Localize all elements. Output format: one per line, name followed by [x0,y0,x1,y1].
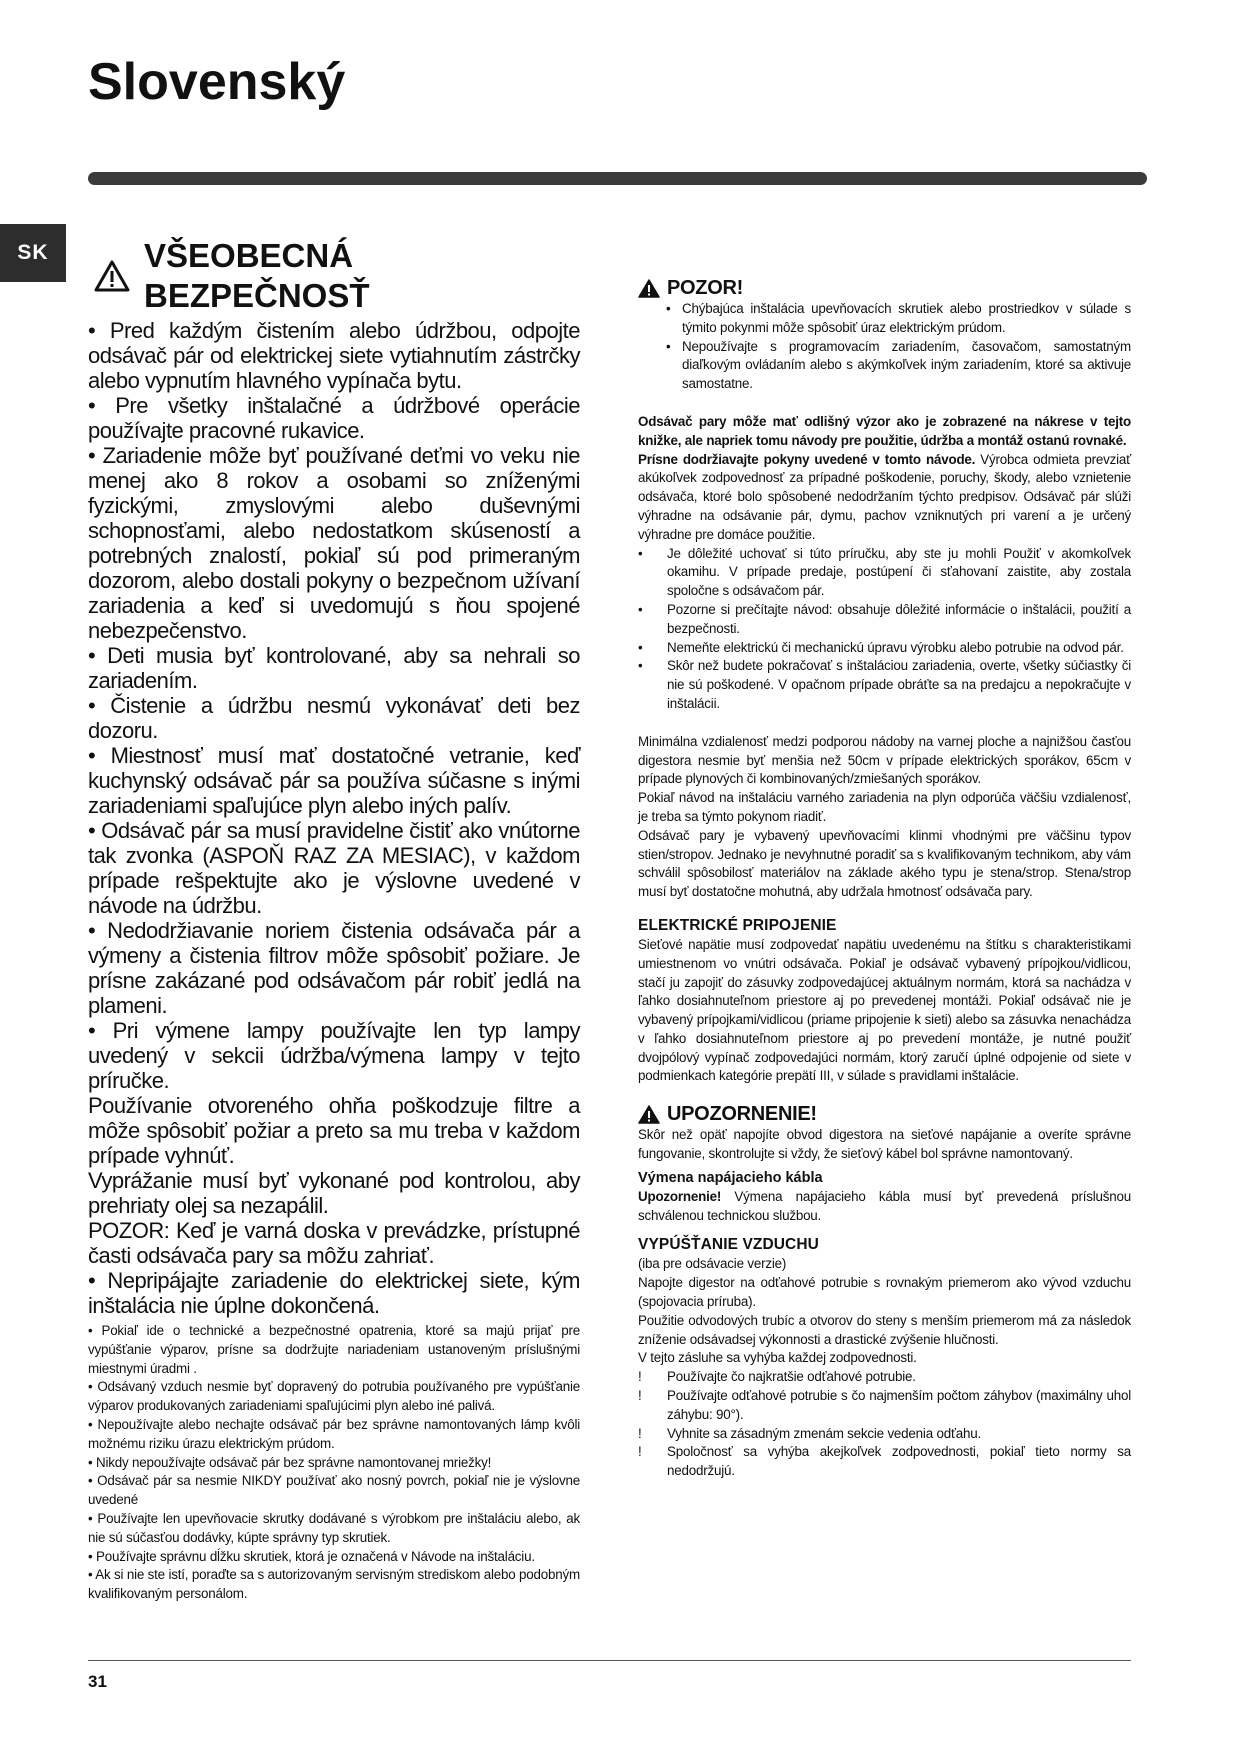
exhaust-heading: VYPÚŠŤANIE VZDUCHU [638,1236,819,1254]
exclamation-marker: ! [638,1369,642,1385]
safety-item: • Deti musia byť kontrolované, aby sa nehrali so zariadením. [88,643,580,693]
safety-small-item: • Používajte správnu dĺžku skrutiek, ktorá je označená v Návode na inštaláciu. [88,1548,535,1564]
intro-note: Odsávač pary môže mať odlišný výzor ako je zobrazené na nákrese v tejto knižke, ale napriek tomu návody pre použitie, údržba a montáž ostanú rovnaké. [638,413,1131,448]
exhaust-line: (iba pre odsávacie verzie) [638,1256,787,1272]
list-item: • Je dôležité uchovať si túto príručku, aby ste ju mohli Použiť v akomkoľvek okamihu. V prípade predaje, postúpení či sťahovaní zaistite, aby zostala spoločne s odsávačom pár. [638,545,1131,601]
instruction-item: Je dôležité uchovať si túto príručku, aby ste ju mohli Použiť v akomkoľvek okamihu. V prípade predaje, postúpení či sťahovaní zaistite, aby zostala spoločne s odsávačom pár. [667,545,1131,599]
distance-paragraph: Odsávač pary je vybavený upevňovacími klinmi vhodnými pre väčšinu typov stien/stropov. Jednako je nevyhnutné poradiť sa s kvalifikovaným technikom, aby vám schválil spôsobilosť materiálov na základe akého typu je stena/strop. Stena/strop musí byť dostatočne mohutná, aby udržala hmotnosť odsávača pary. [638,827,1131,900]
safety-small-item: • Nepoužívajte alebo nechajte odsávač pár bez správne namontovaných lámp kvôli možnému riziku úrazu elektrickým prúdom. [88,1416,580,1451]
header-divider [88,172,1147,185]
pozor-item: Chýbajúca inštalácia upevňovacích skrutiek alebo prostriedkov v súlade s týmito pokynmi môže spôsobiť úraz elektrickým prúdom. [682,301,1131,335]
instructions-paragraph [638,451,1131,545]
list-item: • Pozorne si prečítajte návod: obsahuje dôležité informácie o inštalácii, použití a bezpečnosti. [638,601,1131,639]
pozor-list [638,300,1131,394]
page-number: 31 [88,1672,107,1691]
exhaust-item: Spoločnosť sa vyhýba akejkoľvek zodpovednosti, pokiaľ tieto normy sa nedodržujú. [667,1444,1131,1479]
safety-item: Používanie otvoreného ohňa poškodzuje filtre a môže spôsobiť požiar a preto sa mu treba v každom prípade vyhnúť. [88,1093,580,1168]
safety-item: • Pre všetky inštalačné a údržbové operácie používajte pracovné rukavice. [88,393,580,443]
exclamation-marker: ! [638,1444,642,1460]
list-item [638,1425,1131,1444]
instruction-item: Skôr než budete pokračovať s inštaláciou zariadenia, overte, všetky súčiastky či nie sú poškodené. V opačnom prípade obráťte sa na predajcu a nepokračujte v inštalácii. [667,658,1131,711]
exclamation-marker: ! [638,1388,642,1404]
upozornenie-title: UPOZORNENIE! [667,1103,817,1126]
cable-paragraph [638,1188,1131,1226]
exhaust-line: V tejto zásluhe sa vyhýba každej zodpovednosti. [638,1350,917,1366]
right-column [638,276,1131,1481]
footer-divider [88,1660,1131,1661]
list-item [638,1368,1131,1387]
safety-item: • Miestnosť musí mať dostatočné vetranie, keď kuchynský odsávač pár sa používa súčasne s inými zariadeniami spaľujúce plyn alebo iných palív. [88,743,580,818]
safety-main-list [88,318,580,1318]
upozornenie-heading [638,1102,1131,1126]
language-tab: SK [0,224,66,282]
list-item: • Nemeňte elektrickú či mechanickú úpravu výrobku alebo potrubie na odvod pár. [638,639,1131,658]
safety-small-item: • Odsávaný vzduch nesmie byť dopravený do potrubia používaného pre vypúšťanie výparov produkovaných zariadeniami spaľujúcimi plyn alebo iné palivá. [88,1379,580,1414]
safety-item: POZOR: Keď je varná doska v prevádzke, prístupné časti odsávača pary sa môžu zahriať. [88,1218,580,1268]
list-item: • Chýbajúca inštalácia upevňovacích skrutiek alebo prostriedkov v súlade s týmito pokynmi môže spôsobiť úraz elektrickým prúdom. [666,300,1131,338]
electric-text: Sieťové napätie musí zodpovedať napätiu uvedenému na štítku s charakteristikami umiestnenom vo vnútri odsávača. Pokiaľ je odsávač vybavený prípojkou/vidlicou, stačí ju zapojiť do zásuvky zodpovedajúcej aktuálnym normám, ktorá sa nachádza v ľahko dosiahnuteľnom priestore aj po prevedenej montáži. Pokiaľ odsávač nie je vybavený prípojkami/vidlicou (priame pripojenie k sieti) alebo sa zásuvka nenachádza v ľahko dosiahnuteľnom priestore aj po prevedení montáže, je nutné použiť dvojpólový vypínač zodpovedajúci normám, ktorý zaručí úplné odpojenie od siete v podmienkach kategórie prepätí III, v súlade s pravidlami inštalácie. [638,936,1131,1084]
warning-triangle-filled-icon [638,279,660,298]
general-safety-title: VŠEOBECNÁ BEZPEČNOSŤ [144,237,370,314]
warning-triangle-outline-icon [94,260,130,292]
exhaust-line: Použitie odvodových trubíc a otvorov do steny s menším priemerom má za následok zníženie odsávadsej výkonnosti a drastické zvýšenie hlučnosti. [638,1312,1131,1347]
distance-section [638,733,1131,902]
exhaust-list [638,1368,1131,1481]
left-column [88,236,580,1604]
list-item: • Nepoužívajte s programovacím zariadením, časovačom, samostatným diaľkovým ovládaním alebo s akýmkoľvek iným zariadením, ktoré sa aktivuje samostatne. [666,338,1131,394]
safety-small-item: • Pokiaľ ide o technické a bezpečnostné opatrenia, ktoré sa majú prijať pre vypúšťanie výparov, prísne sa dodržujte nariadeniam ustanoveným príslušnými miestnymi úradmi . [88,1323,580,1376]
exhaust-item: Používajte odťahové potrubie s čo najmenším počtom záhybov (maximálny uhol záhybu: 90°). [667,1388,1131,1422]
exhaust-item: Používajte čo najkratšie odťahové potrubie. [667,1369,916,1385]
safety-item: • Odsávač pár sa musí pravidelne čistiť ako vnútorne tak zvonka (ASPOŇ RAZ ZA MESIAC), v každom prípade rešpektujte ako je výslovne uvedené v návode na údržbu. [88,818,580,918]
safety-small-item: • Odsávač pár sa nesmie NIKDY používať ako nosný povrch, pokiaľ nie je výslovne uvedené [88,1473,580,1508]
instructions-list [638,545,1131,714]
safety-item: • Čistenie a údržbu nesmú vykonávať deti bez dozoru. [88,693,580,743]
cable-heading: Výmena napájacieho kábla [638,1169,823,1186]
distance-paragraph: Pokiaľ návod na inštaláciu varného zariadenia na plyn odporúča väčšiu vzdialenosť, je treba sa týmto pokynom riadiť. [638,790,1131,824]
exclamation-marker: ! [638,1425,642,1441]
instructions-bold: Prísne dodržiavajte pokyny uvedené v tomto návode. [638,451,976,467]
safety-item: Vyprážanie musí byť vykonané pod kontrolou, aby prehriaty olej sa nezapálil. [88,1168,580,1218]
list-item [638,1387,1131,1425]
general-safety-heading [94,236,580,316]
list-item [638,1443,1131,1481]
cable-text: Výmena napájacieho kábla musí byť prevedená príslušnou schválenou technickou službou. [638,1188,1131,1223]
exhaust-item: Vyhnite sa zásadným zmenám sekcie vedenia odťahu. [667,1425,982,1441]
upozornenie-text: Skôr než opäť napojíte obvod digestora na sieťové napájanie a overíte správne fungovanie, skontrolujte si vždy, že sieťový kábel bol správne namontovaný. [638,1127,1131,1162]
instructions-text: Výrobca odmieta prevziať akúkoľvek zodpovednosť za prípadné poškodenie, poruchy, škody, alebo vznietenie odsávača, ktoré bolo spôsobené nedodržaním týchto predpisov. Odsávač pár slúži výhradne na odsávanie pár, dymu, pachov vzniknutých pri varení a je určený výhradne pre domáce použitie. [638,451,1131,542]
safety-small-item: • Nikdy nepoužívajte odsávač pár bez správne namontovanej mriežky! [88,1454,492,1470]
electric-heading: ELEKTRICKÉ PRIPOJENIE [638,916,837,934]
safety-small-item: • Ak si nie ste istí, poraďte sa s autorizovaným servisným strediskom alebo podobným kvalifikovaným personálom. [88,1567,580,1602]
pozor-title: POZOR! [667,277,743,299]
page-title: Slovenský [88,53,346,111]
safety-item: • Nepripájajte zariadenie do elektrickej siete, kým inštalácia nie úplne dokončená. [88,1268,580,1318]
safety-item: • Zariadenie môže byť používané deťmi vo veku nie menej ako 8 rokov a osobami so zníženými fyzickými, zmyslovými alebo duševnými schopnosťami, alebo nedostatkom skúseností a potrebných znalostí, pokiaľ sú pod primeraným dozorom, alebo dostali pokyny o bezpečnom užívaní zariadenia a keď si uvedomujú s ňou spojené nebezpečenstvo. [88,443,580,643]
exhaust-line: Napojte digestor na odťahové potrubie s rovnakým priemerom ako vývod vzduchu (spojovacia príruba). [638,1275,1131,1310]
safety-item: • Nedodržiavanie noriem čistenia odsávača pár a výmeny a čistenia filtrov môže spôsobiť požiare. Je prísne zakázané pod odsávačom pár robiť jedlá na plameni. [88,918,580,1018]
cable-bold: Upozornenie! [638,1188,722,1204]
distance-paragraph: Minimálna vzdialenosť medzi podporou nádoby na varnej ploche a najnižšou časťou digestora nesmie byť menšia než 50cm v prípade elektrických sporákov, 65cm v prípade plynových či kombinovaných/zmiešaných sporákov. [638,733,1131,787]
safety-item: • Pri výmene lampy používajte len typ lampy uvedený v sekcii údržba/výmena lampy v tejto príručke. [88,1018,580,1093]
list-item: • Skôr než budete pokračovať s inštaláciou zariadenia, overte, všetky súčiastky či nie sú poškodené. V opačnom prípade obráťte sa na predajcu a nepokračujte v inštalácii. [638,657,1131,713]
instruction-item: Nemeňte elektrickú či mechanickú úpravu výrobku alebo potrubie na odvod pár. [667,639,1124,655]
safety-item: • Pred každým čistením alebo údržbou, odpojte odsávač pár od elektrickej siete vytiahnutím zástrčky alebo vypnutím hlavného vypínača bytu. [88,318,580,393]
safety-small-list [88,1322,580,1604]
warning-triangle-filled-icon [638,1105,660,1124]
instruction-item: Pozorne si prečítajte návod: obsahuje dôležité informácie o inštalácii, použití a bezpečnosti. [667,601,1131,636]
pozor-item: Nepoužívajte s programovacím zariadením, časovačom, samostatným diaľkovým ovládaním alebo s akýmkoľvek iným zariadením, ktoré sa aktivuje samostatne. [682,338,1131,392]
pozor-heading [638,276,1131,300]
safety-small-item: • Používajte len upevňovacie skrutky dodávané s výrobkom pre inštaláciu alebo, ak nie sú súčasťou dodávky, kúpte správny typ skrutiek. [88,1510,580,1545]
